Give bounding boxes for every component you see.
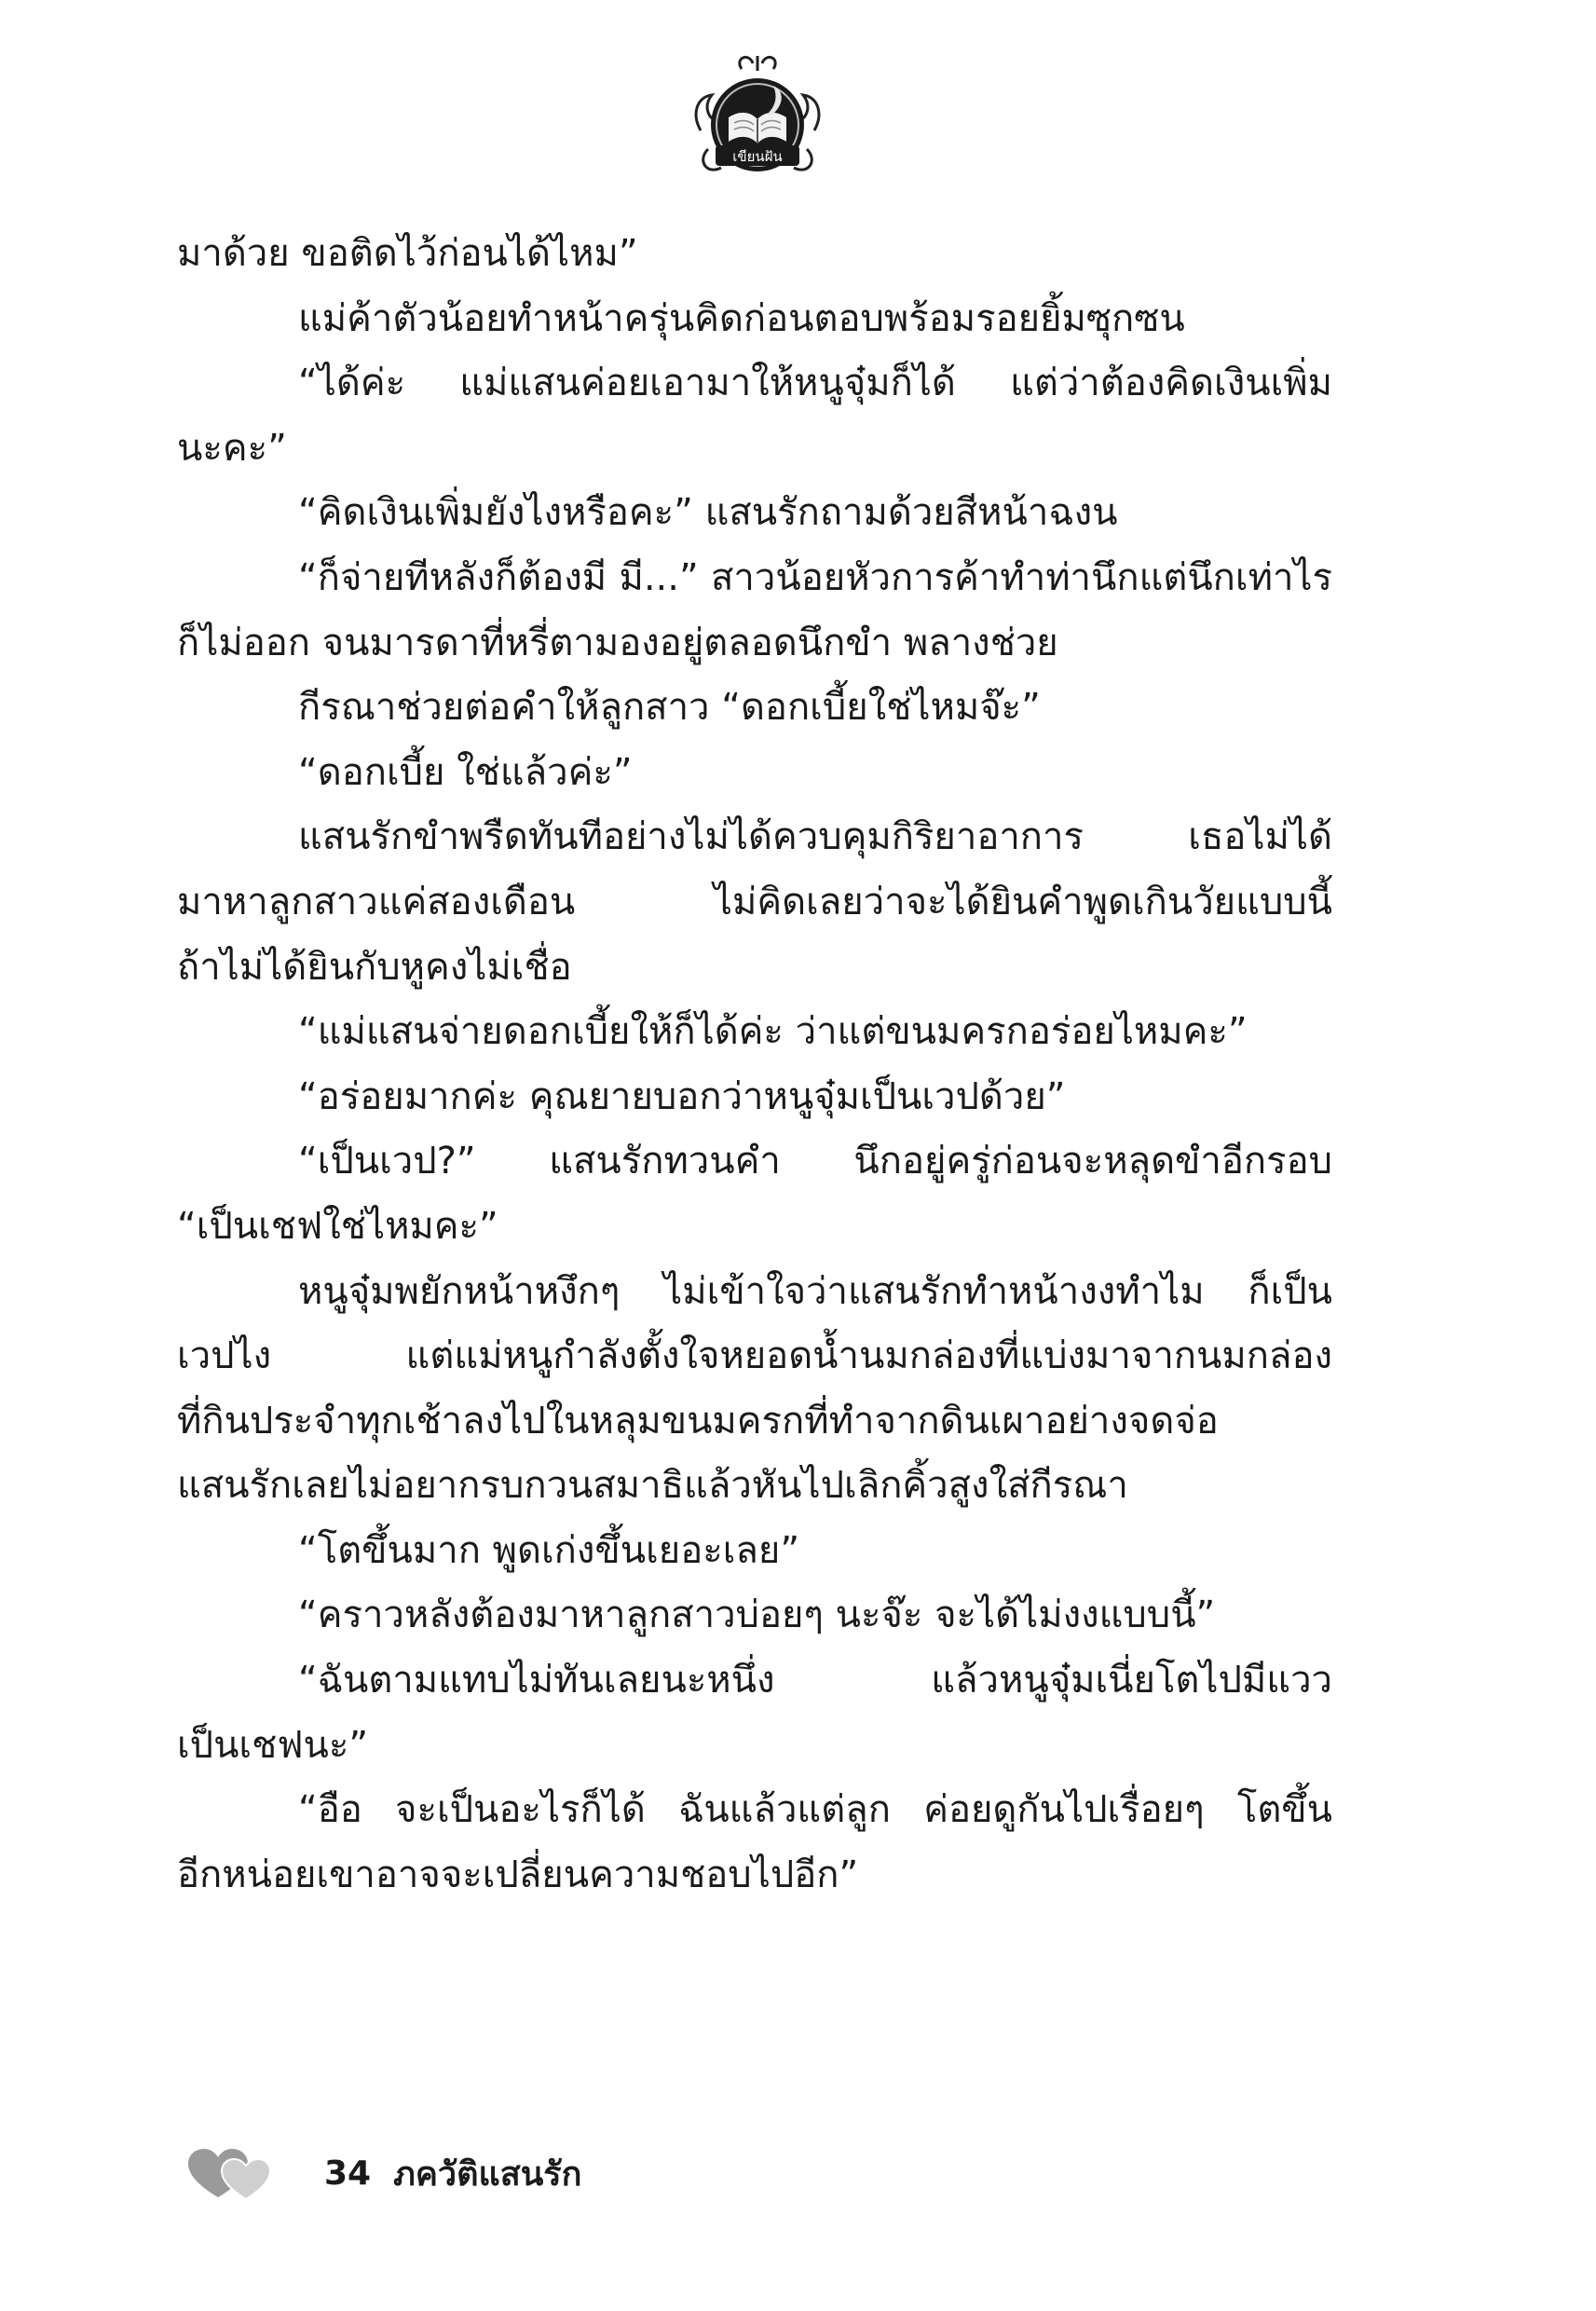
text-line: “อร่อยมากค่ะ คุณยายบอกว่าหนูจุ๋มเป็นเวปด้วย” xyxy=(298,1074,1066,1118)
hearts-icon xyxy=(186,2145,280,2201)
text-line: “อือ จะเป็นอะไรก็ได้ ฉันแล้วแต่ลูก ค่อยดูกันไปเรื่อยๆ โตขึ้น xyxy=(298,1788,1332,1832)
text-line: “ได้ค่ะ แม่แสนค่อยเอามาให้หนูจุ๋มก็ได้ แต่ว่าต้องคิดเงินเพิ่ม xyxy=(298,362,1332,405)
text-line: “โตขึ้นมาก พูดเก่งขึ้นเยอะเลย” xyxy=(298,1528,800,1572)
logo-text: เขียนฝัน xyxy=(732,148,783,165)
text-line: มาหาลูกสาวแค่สองเดือน ไม่คิดเลยว่าจะได้ยินคำพูดเกินวัยแบบนี้ xyxy=(177,880,1332,923)
text-line: เป็นเชฟนะ” xyxy=(177,1723,369,1767)
text-line: กีรณาช่วยต่อคำให้ลูกสาว “ดอกเบี้ยใช่ไหมจ๊ะ” xyxy=(298,686,1041,730)
text-line: “คิดเงินเพิ่มยังไงหรือคะ” แสนรักถามด้วยสีหน้าฉงน xyxy=(298,491,1118,535)
book-title: ภควัติแสนรัก xyxy=(393,2154,582,2194)
text-line: ที่กินประจำทุกเช้าลงไปในหลุมขนมครกที่ทำจากดินเผาอย่างจดจ่อ xyxy=(177,1399,1219,1443)
page-footer xyxy=(186,2145,581,2201)
text-line: “เป็นเชฟใช่ไหมคะ” xyxy=(177,1204,498,1248)
text-line: “ดอกเบี้ย ใช่แล้วค่ะ” xyxy=(298,750,633,794)
text-line: “ก็จ่ายทีหลังก็ต้องมี มี...” สาวน้อยหัวการค้าทำท่านึกแต่นึกเท่าไร xyxy=(298,555,1332,599)
text-line: ถ้าไม่ได้ยินกับหูคงไม่เชื่อ xyxy=(177,945,572,989)
text-line: อีกหน่อยเขาอาจจะเปลี่ยนความชอบไปอีก” xyxy=(177,1853,859,1896)
text-line: “คราวหลังต้องมาหาลูกสาวบ่อยๆ นะจ๊ะ จะได้ไม่งงแบบนี้” xyxy=(298,1593,1216,1637)
text-line: “แม่แสนจ่ายดอกเบี้ยให้ก็ได้ค่ะ ว่าแต่ขนมครกอร่อยไหมคะ” xyxy=(298,1010,1248,1054)
book-emblem-icon xyxy=(688,48,827,188)
text-line: หนูจุ๋มพยักหน้าหงึกๆ ไม่เข้าใจว่าแสนรักทำหน้างงทำไม ก็เป็น xyxy=(298,1269,1332,1313)
text-line: แสนรักขำพรืดทันทีอย่างไม่ได้ควบคุมกิริยาอาการ เธอไม่ได้ xyxy=(298,815,1332,859)
text-line: ก็ไม่ออก จนมารดาที่หรี่ตามองอยู่ตลอดนึกขำ พลางช่วย xyxy=(177,621,1058,664)
text-line: แสนรักเลยไม่อยากรบกวนสมาธิแล้วหันไปเลิกคิ้วสูงใส่กีรณา xyxy=(177,1464,1128,1508)
text-line: มาด้วย ขอติดไว้ก่อนได้ไหม” xyxy=(177,232,638,275)
page-number: 34 xyxy=(324,2154,372,2193)
text-line: “เป็นเวป?” แสนรักทวนคำ นึกอยู่ครู่ก่อนจะหลุดขำอีกรอบ xyxy=(298,1140,1332,1183)
text-line: แม่ค้าตัวน้อยทำหน้าครุ่นคิดก่อนตอบพร้อมรอยยิ้มซุกซน xyxy=(298,296,1185,340)
text-line: “ฉันตามแทบไม่ทันเลยนะหนึ่ง แล้วหนูจุ๋มเนี่ยโตไปมีแวว xyxy=(298,1659,1332,1702)
body-text xyxy=(177,222,1332,1908)
text-line: นะคะ” xyxy=(177,426,287,470)
text-line: เวปไง แต่แม่หนูกำลังตั้งใจหยอดน้ำนมกล่องที่แบ่งมาจากนมกล่อง xyxy=(177,1334,1332,1378)
